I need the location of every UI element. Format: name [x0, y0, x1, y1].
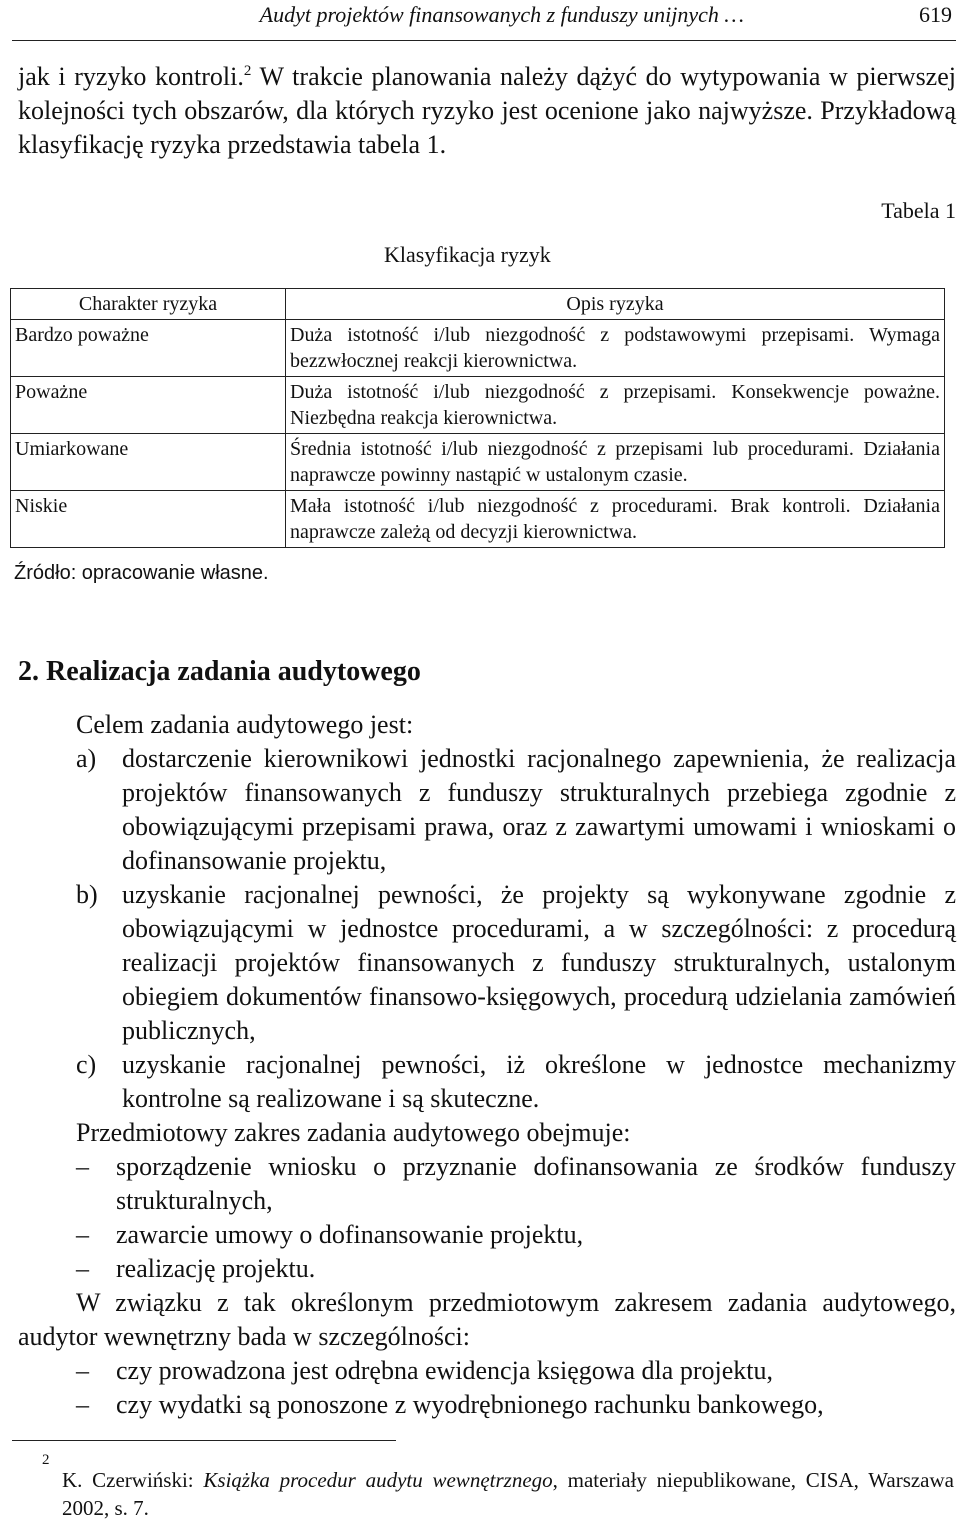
footnote-ref[interactable]: 2 [243, 63, 252, 79]
footnote-text [62, 1466, 954, 1522]
table-row [11, 320, 945, 377]
table-title: Klasyfikacja ryzyk [384, 242, 551, 267]
list-text: realizację projektu. [116, 1254, 316, 1283]
risk-description: Duża istotność i/lub niezgodność z podstawowymi przepisami. Wymaga bezzwłocznej reakcji kierownictwa. [286, 320, 945, 377]
table-row [11, 434, 945, 491]
table-row [11, 491, 945, 548]
section-heading: 2. Realizacja zadania audytowego [18, 656, 421, 687]
list-marker: a) [76, 744, 97, 773]
list-text: zawarcie umowy o dofinansowanie projektu, [116, 1220, 584, 1249]
list-text: dostarczenie kierownikowi jednostki racjonalnego zapewnienia, że realizacja projektów finansowanych z funduszy strukturalnych przebiega zgodnie z obowiązującymi przepisami prawa, oraz z zawartymi umowami i wnioskami o dofinansowanie projektu, [122, 744, 956, 875]
list-text: czy prowadzona jest odrębna ewidencja księgowa dla projektu, [116, 1356, 773, 1385]
list-text: sporządzenie wniosku o przyznanie dofinansowania ze środków funduszy strukturalnych, [116, 1152, 956, 1215]
list-text: uzyskanie racjonalnej pewności, że projekty są wykonywane zgodnie z obowiązującymi w jednostce procedurami, a w szczególności: z procedurą realizacji projektów finansowanych z funduszy strukturalnych, ustalonym obiegiem dokumentów finansowo-księgowych, procedurą udzielania zamówień publicznych, [122, 880, 956, 1045]
risk-description: Średnia istotność i/lub niezgodność z przepisami lub procedurami. Działania naprawcze powinny nastąpić w ustalonym czasie. [286, 434, 945, 491]
goal-intro: Celem zadania audytowego jest: [76, 710, 414, 739]
dash-marker: – [76, 1220, 89, 1249]
list-marker: b) [76, 880, 98, 909]
page-header [12, 0, 956, 41]
dash-marker: – [76, 1254, 89, 1283]
risk-character: Umiarkowane [11, 434, 286, 491]
dash-marker: – [76, 1390, 89, 1419]
intro-text-a: jak i ryzyko kontroli. [18, 62, 244, 91]
risk-character: Poważne [11, 377, 286, 434]
running-title: Audyt projektów finansowanych z funduszy unijnych … [259, 2, 744, 27]
table-header-row [11, 289, 945, 320]
table-row [11, 377, 945, 434]
intro-paragraph [18, 60, 956, 162]
auditor-intro: W związku z tak określonym przedmiotowym zakresem zadania audytowego, audytor wewnętrzny bada w szczególności: [18, 1288, 956, 1351]
scope-intro: Przedmiotowy zakres zadania audytowego obejmuje: [76, 1118, 631, 1147]
page-number: 619 [919, 2, 952, 27]
header-character: Charakter ryzyka [11, 289, 286, 320]
risk-classification-table [10, 288, 945, 548]
list-text: czy wydatki są ponoszone z wyodrębnionego rachunku bankowego, [116, 1390, 824, 1419]
footnote-divider [12, 1440, 396, 1441]
footnote-author: K. Czerwiński: [62, 1468, 204, 1492]
header-description: Opis ryzyka [286, 289, 945, 320]
dash-marker: – [76, 1152, 89, 1181]
intro-text-b: W trakcie planowania należy dążyć do wytypowania w pierwszej kolejności tych obszarów, dla których ryzyko jest ocenione jako najwyższe. Przykładową klasyfikację ryzyka przedstawia tabela 1. [18, 62, 956, 159]
risk-description: Mała istotność i/lub niezgodność z procedurami. Brak kontroli. Działania naprawcze zależą od decyzji kierownictwa. [286, 491, 945, 548]
list-marker: c) [76, 1050, 97, 1079]
footnote-rest: , materiały niepublikowane, CISA, Warszawa 2002, s. 7. [62, 1468, 954, 1520]
footnote-title: Książka procedur audytu wewnętrznego [203, 1468, 553, 1492]
table-label: Tabela 1 [881, 198, 956, 223]
list-text: uzyskanie racjonalnej pewności, iż określone w jednostce mechanizmy kontrolne są realizowane i są skuteczne. [122, 1050, 956, 1113]
table-source: Źródło: opracowanie własne. [14, 562, 269, 584]
footnote-number: 2 [42, 1452, 50, 1468]
risk-description: Duża istotność i/lub niezgodność z przepisami. Konsekwencje poważne. Niezbędna reakcja kierownictwa. [286, 377, 945, 434]
risk-character: Niskie [11, 491, 286, 548]
dash-marker: – [76, 1356, 89, 1385]
risk-character: Bardzo poważne [11, 320, 286, 377]
